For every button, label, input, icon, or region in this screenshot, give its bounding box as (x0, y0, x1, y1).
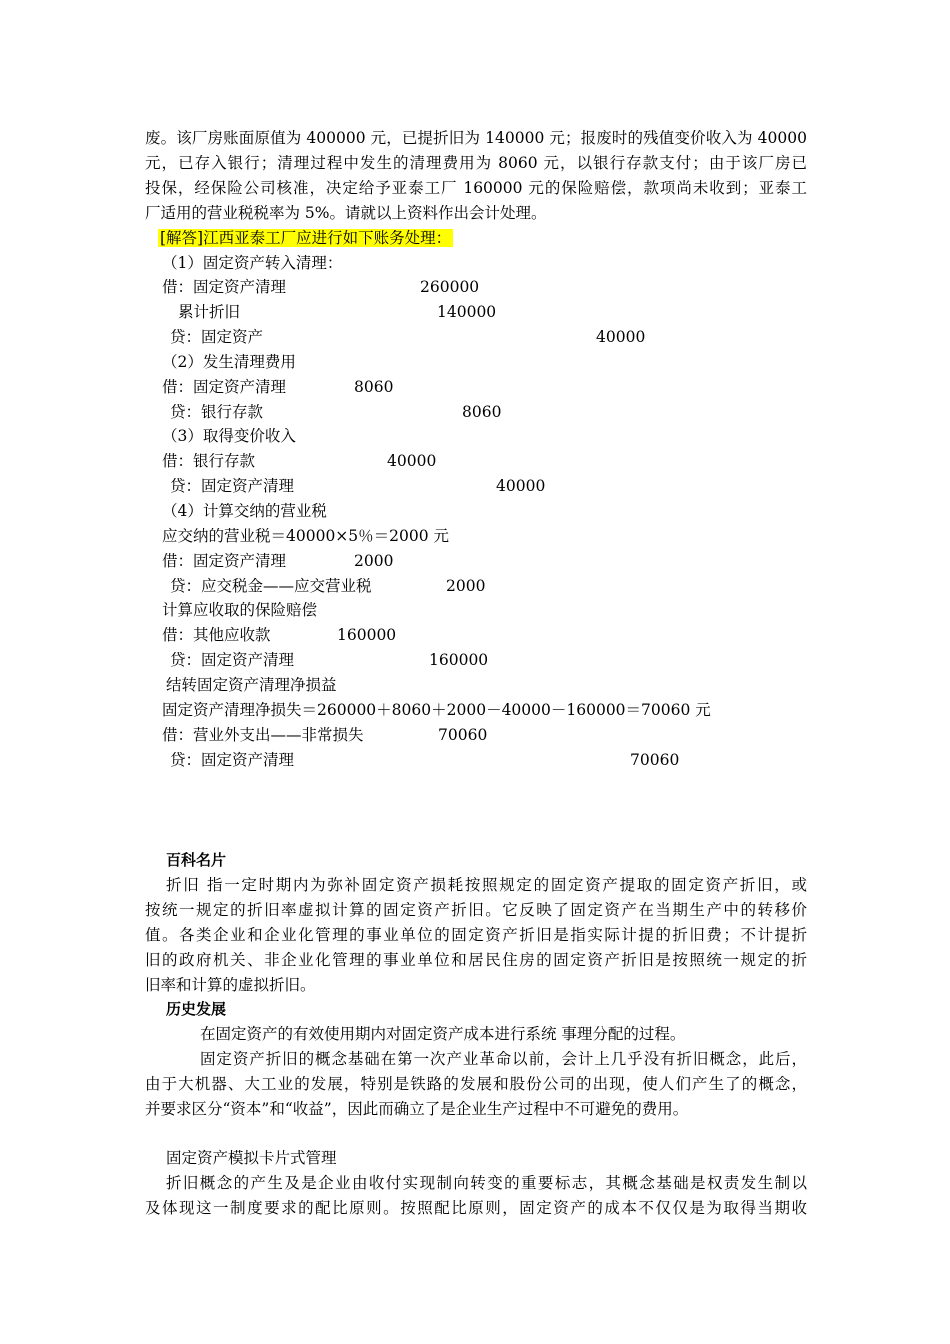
step5-debit-account: 借：其他应收款 (162, 626, 271, 644)
step4-debit-amount: 2000 (354, 552, 394, 570)
step6-credit-amount: 70060 (630, 751, 680, 769)
step6-credit-account: 贷：固定资产清理 (170, 751, 295, 769)
step1-debit-amount: 260000 (420, 278, 480, 296)
baike-line-1: 折旧 指一定时期内为弥补固定资产损耗按照规定的固定资产提取的固定资产折旧，或 (166, 876, 807, 894)
baike-line-2: 按统一规定的折旧率虚拟计算的固定资产折旧。它反映了固定资产在当期生产中的转移价 (145, 901, 807, 919)
step1-credit-amount: 40000 (596, 328, 646, 346)
card-line-1: 折旧概念的产生及是企业由收付实现制向转变的重要标志，其概念基础是权责发生制以 (166, 1174, 807, 1192)
step6-debit-amount: 70060 (438, 726, 488, 744)
step3-credit-account: 贷：固定资产清理 (170, 477, 295, 495)
step4-credit-account: 贷：应交税金——应交营业税 (170, 577, 372, 595)
step4-calculation: 应交纳的营业税＝40000×5％＝2000 元 (162, 527, 450, 545)
history-line-2: 由于大机器、大工业的发展，特别是铁路的发展和股份公司的出现，使人们产生了的概念， (145, 1075, 807, 1093)
step1-debit-account: 借：固定资产清理 (162, 278, 287, 296)
intro-line-4: 厂适用的营业税税率为 5%。请就以上资料作出会计处理。 (145, 204, 547, 222)
step2-title: （2）发生清理费用 (162, 353, 296, 371)
step5-debit-amount: 160000 (337, 626, 397, 644)
history-heading: 历史发展 (166, 1000, 227, 1018)
answer-heading-text: [解答]江西亚泰工厂应进行如下账务处理： (160, 229, 452, 247)
answer-heading (158, 226, 453, 250)
step4-title: （4）计算交纳的营业税 (162, 502, 327, 520)
step6-title: 结转固定资产清理净损益 (166, 676, 337, 694)
history-line-1: 固定资产折旧的概念基础在第一次产业革命以前，会计上几乎没有折旧概念，此后， (200, 1050, 807, 1068)
step5-credit-amount: 160000 (429, 651, 489, 669)
step5-title: 计算应收取的保险赔偿 (162, 601, 318, 619)
intro-line-2: 元，已存入银行；清理过程中发生的清理费用为 8060 元，以银行存款支付；由于该厂房已 (145, 154, 807, 172)
step5-credit-account: 贷：固定资产清理 (170, 651, 295, 669)
card-line-2: 及体现这一制度要求的配比原则。按照配比原则，固定资产的成本不仅仅是为取得当期收 (145, 1199, 807, 1217)
step3-debit-account: 借：银行存款 (162, 452, 256, 470)
step2-credit-account: 贷：银行存款 (170, 403, 264, 421)
step6-debit-account: 借：营业外支出——非常损失 (162, 726, 364, 744)
history-paragraph-1: 在固定资产的有效使用期内对固定资产成本进行系统 事理分配的过程。 (200, 1025, 686, 1043)
step1-debit2-account: 累计折旧 (178, 303, 241, 321)
card-heading: 固定资产模拟卡片式管理 (166, 1149, 337, 1167)
baike-line-5: 旧率和计算的虚拟折旧。 (145, 976, 316, 994)
intro-line-1: 废。该厂房账面原值为 400000 元，已提折旧为 140000 元；报废时的残值变价收入为 40000 (145, 129, 807, 147)
baike-line-3: 值。各类企业和企业化管理的事业单位的固定资产折旧是指实际计提的折旧费；不计提折 (145, 926, 807, 944)
step4-credit-amount: 2000 (446, 577, 486, 595)
baike-heading: 百科名片 (166, 851, 227, 869)
step1-title: （1）固定资产转入清理： (162, 254, 343, 272)
intro-line-3: 投保，经保险公司核准，决定给予亚泰工厂 160000 元的保险赔偿，款项尚未收到；亚泰工 (145, 179, 807, 197)
step3-debit-amount: 40000 (387, 452, 437, 470)
step2-credit-amount: 8060 (462, 403, 502, 421)
step3-title: （3）取得变价收入 (162, 427, 296, 445)
step1-credit-account: 贷：固定资产 (170, 328, 264, 346)
step3-credit-amount: 40000 (496, 477, 546, 495)
step2-debit-account: 借：固定资产清理 (162, 378, 287, 396)
step1-debit2-amount: 140000 (437, 303, 497, 321)
step6-calculation: 固定资产清理净损失＝260000＋8060＋2000－40000－160000＝70060 元 (162, 701, 711, 719)
step2-debit-amount: 8060 (354, 378, 394, 396)
history-line-3: 并要求区分“资本”和“收益”，因此而确立了是企业生产过程中不可避免的费用。 (145, 1100, 689, 1118)
baike-line-4: 旧的政府机关、非企业化管理的事业单位和居民住房的固定资产折旧是按照统一规定的折 (145, 951, 807, 969)
step4-debit-account: 借：固定资产清理 (162, 552, 287, 570)
